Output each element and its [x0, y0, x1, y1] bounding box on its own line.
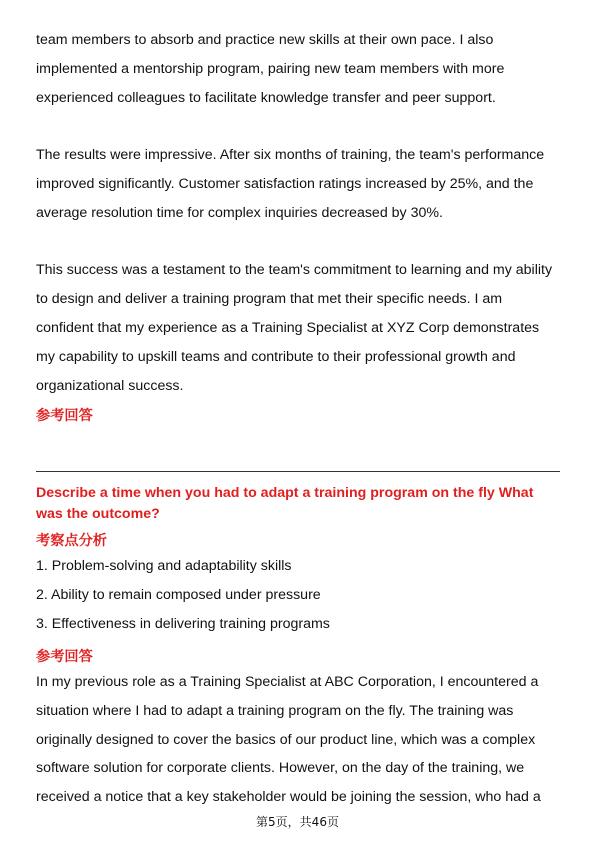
paragraph-conclusion: [36, 256, 562, 400]
text-line: improved significantly. Customer satisfaction ratings increased by 25%, and the: [36, 175, 534, 192]
reference-answer-label: 参考回答: [36, 408, 93, 425]
text-line: In my previous role as a Training Specialist at ABC Corporation, I encountered a: [36, 674, 539, 690]
reference-answer-label: 参考回答: [36, 649, 93, 665]
question-heading: [36, 483, 562, 525]
text-line: experienced colleagues to facilitate knowledge transfer and peer support.: [36, 89, 496, 106]
text-line: confident that my experience as a Training Specialist at XYZ Corp demonstrates: [36, 319, 540, 336]
question-section: [36, 483, 562, 812]
question-line: Describe a time when you had to adapt a training program on the fly What: [36, 485, 534, 501]
text-line: to design and deliver a training program that met their specific needs. I am: [36, 291, 503, 308]
text-line: my capability to upskill teams and contribute to their professional growth and: [36, 348, 516, 365]
text-line: This success was a testament to the team's commitment to learning and my ability: [36, 262, 553, 279]
text-line: The results were impressive. After six months of training, the team's performance: [36, 147, 545, 164]
question-line: was the outcome?: [36, 506, 160, 522]
text-line: implemented a mentorship program, pairing new team members with more: [36, 60, 505, 77]
list-item: 2. Ability to remain composed under pressure: [36, 587, 321, 603]
analysis-points-list: [36, 552, 562, 639]
text-line: received a notice that a key stakeholder would be joining the session, who had a: [36, 789, 541, 806]
paragraph-training-approach: [36, 26, 562, 112]
text-line: team members to absorb and practice new skills at their own pace. I also: [36, 32, 494, 48]
text-line: organizational success.: [36, 377, 184, 394]
analysis-label: 考察点分析: [36, 533, 107, 549]
page-number-footer: 第5页，共46页: [256, 815, 339, 829]
text-line: software solution for corporate clients. However, on the day of the training, we: [36, 760, 525, 777]
list-item: 3. Effectiveness in delivering training programs: [36, 616, 330, 632]
text-line: average resolution time for complex inquiries decreased by 30%.: [36, 204, 443, 221]
text-line: originally designed to cover the basics of our product line, which was a complex: [36, 731, 536, 748]
document-page: [36, 26, 562, 806]
list-item: 1. Problem-solving and adaptability skills: [36, 558, 292, 574]
answer-paragraph: [36, 668, 562, 812]
text-line: situation where I had to adapt a training program on the fly. The training was: [36, 702, 514, 719]
paragraph-results: [36, 141, 562, 227]
previous-answer-text: [36, 26, 562, 400]
section-divider: [36, 471, 560, 472]
